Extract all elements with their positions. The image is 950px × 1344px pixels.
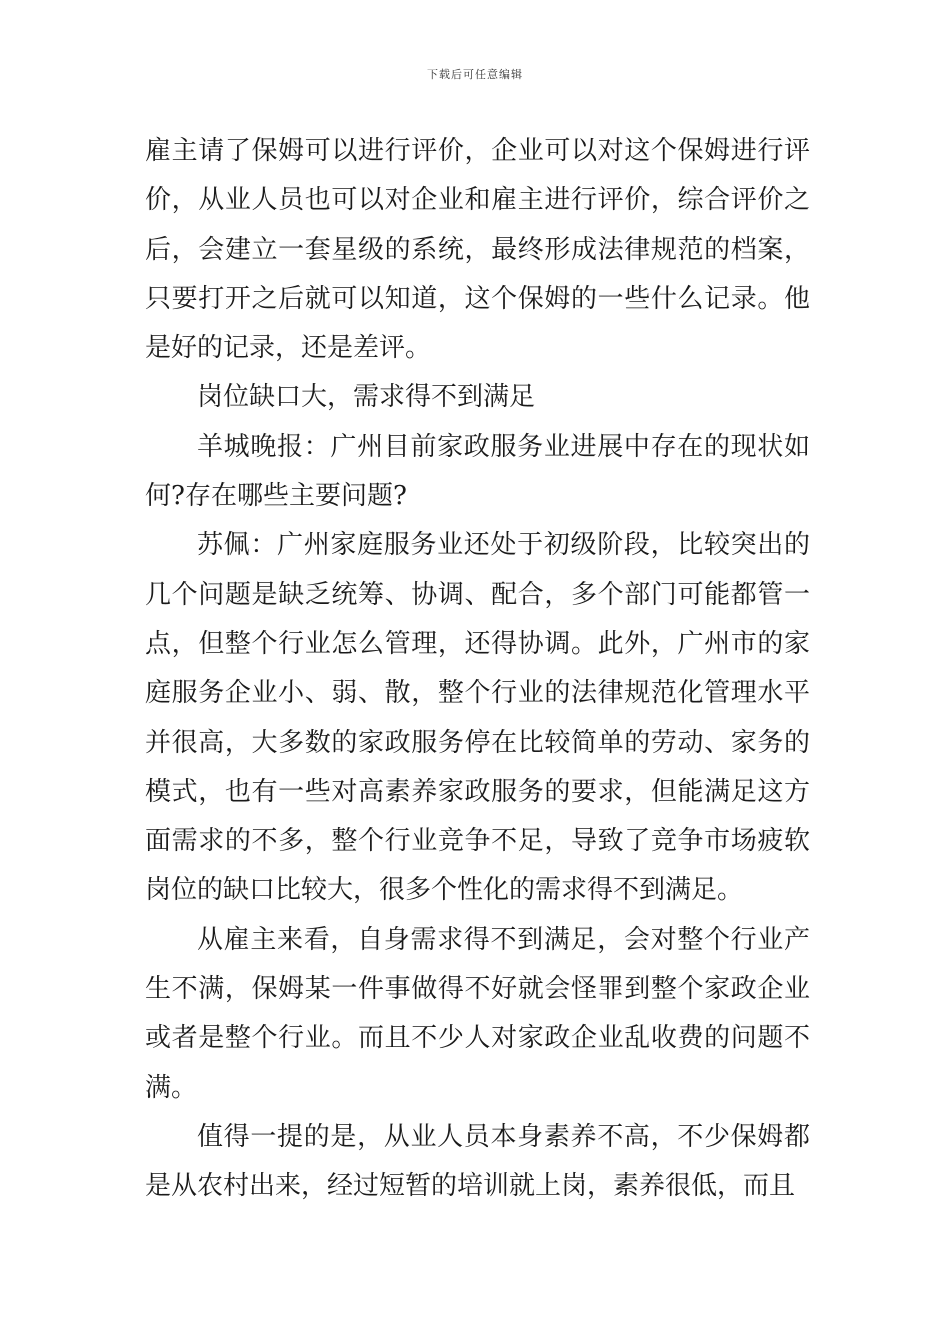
page-header: 下载后可任意编辑 (427, 68, 523, 81)
paragraph: 值得一提的是，从业人员本身素养不高，不少保姆都是从农村出来，经过短暂的培训就上岗，素养很低，而且 (145, 1121, 810, 1202)
paragraph: 从雇主来看，自身需求得不到满足，会对整个行业产生不满，保姆某一件事做得不好就会怪罪到整个家政企业或者是整个行业。而且不少人对家政企业乱收费的问题不满。 (145, 924, 810, 1103)
paragraph: 苏佩：广州家庭服务业还处于初级阶段，比较突出的几个问题是缺乏统筹、协调、配合，多个部门可能都管一点，但整个行业怎么管理，还得协调。此外，广州市的家庭服务企业小、弱、散，整个行业的法律规范化管理水平并很高，大多数的家政服务停在比较简单的劳动、家务的模式，也有一些对高素养家政服务的要求，但能满足这方面需求的不多，整个行业竞争不足，导致了竞争市场疲软岗位的缺口比较大，很多个性化的需求得不到满足。 (145, 530, 810, 906)
document-body (145, 127, 810, 1212)
paragraph: 雇主请了保姆可以进行评价，企业可以对这个保姆进行评价，从业人员也可以对企业和雇主进行评价，综合评价之后，会建立一套星级的系统，最终形成法律规范的档案，只要打开之后就可以知道，这个保姆的一些什么记录。他是好的记录，还是差评。 (145, 136, 810, 364)
paragraph: 羊城晚报：广州目前家政服务业进展中存在的现状如何?存在哪些主要问题? (145, 431, 810, 512)
section-heading: 岗位缺口大，需求得不到满足 (197, 382, 536, 413)
